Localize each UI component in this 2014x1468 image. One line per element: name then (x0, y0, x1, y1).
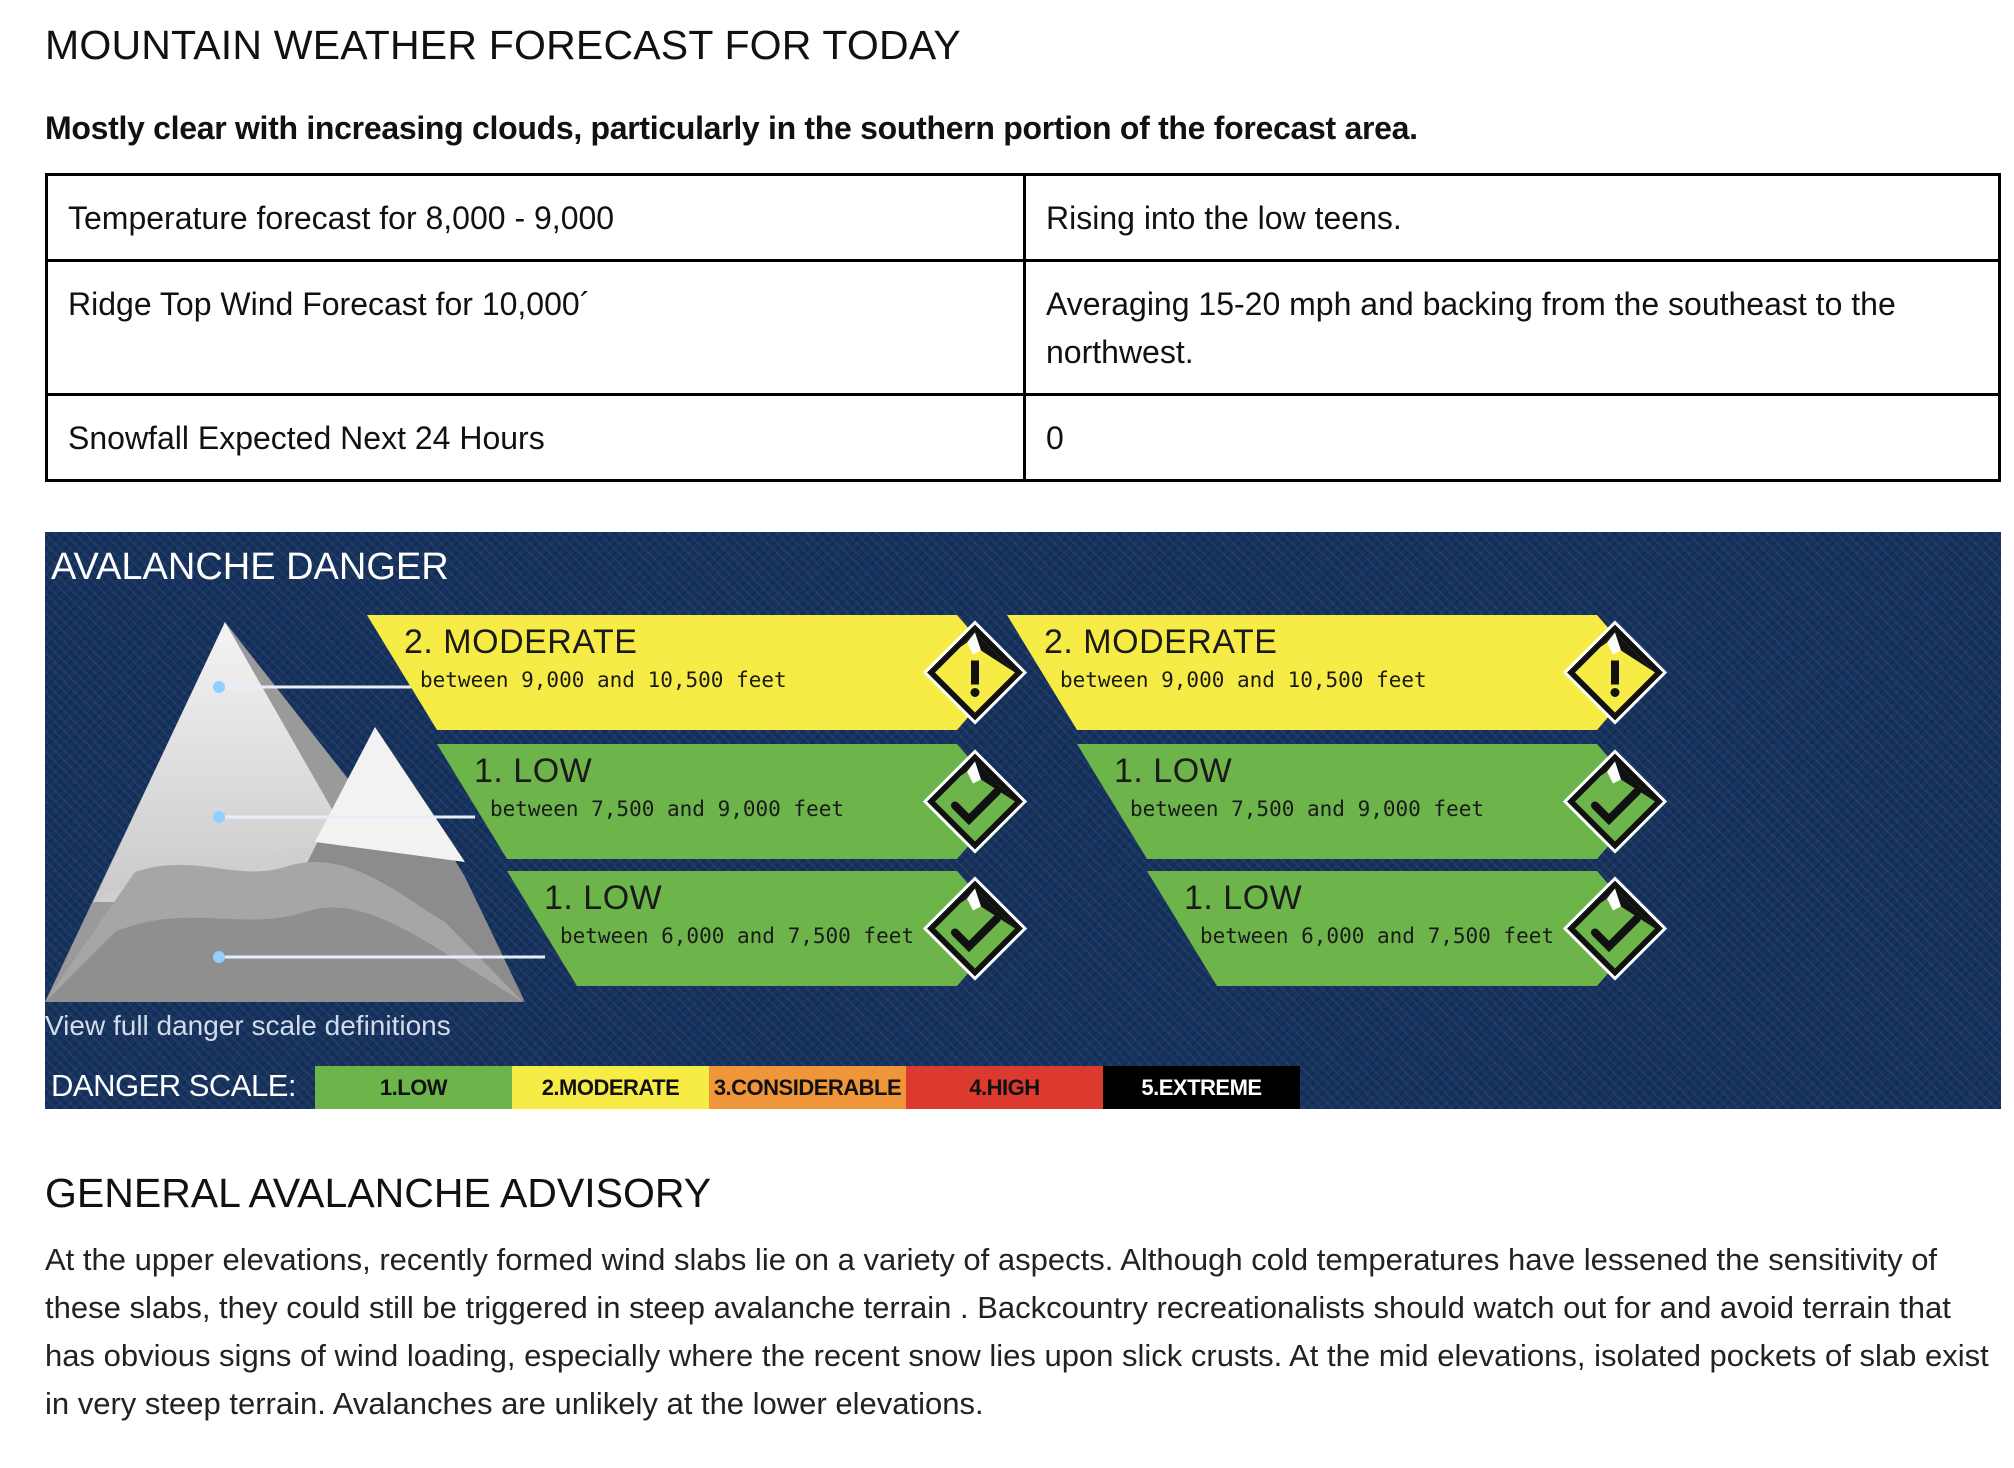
weather-table (45, 173, 2001, 482)
band-range: between 6,000 and 7,500 feet (1200, 924, 1555, 948)
table-row (47, 261, 2000, 395)
band-level: 2. MODERATE (1044, 623, 1278, 661)
scale-level-low: 1.LOW (315, 1066, 512, 1109)
row-value: Averaging 15-20 mph and backing from the southeast to the northwest. (1025, 261, 2000, 395)
band-range: between 7,500 and 9,000 feet (1130, 797, 1485, 821)
advisory-heading: GENERAL AVALANCHE ADVISORY (45, 1170, 712, 1216)
band-range: between 7,500 and 9,000 feet (490, 797, 845, 821)
row-label: Ridge Top Wind Forecast for 10,000´ (47, 261, 1025, 395)
danger-scale-link[interactable]: View full danger scale definitions (45, 1010, 451, 1041)
table-row (47, 175, 2000, 261)
avalanche-title: AVALANCHE DANGER (51, 546, 449, 588)
band-label (474, 752, 844, 821)
band-range: between 9,000 and 10,500 feet (420, 668, 787, 692)
weather-summary: Mostly clear with increasing clouds, particularly in the southern portion of the forecast area. (45, 110, 1418, 146)
avalanche-danger-panel (45, 532, 2001, 1109)
band-label (1114, 752, 1484, 821)
advisory-text: At the upper elevations, recently formed wind slabs lie on a variety of aspects. Although cold temperatures have lessened the sensitivity of these slabs, they could still be triggered in steep avalanche terrain . Backcountry recreationalists should watch out for and avoid terrain that has obvious signs of wind loading, especially where the recent snow lies upon slick crusts. At the mid elevations, isolated pockets of slab exist in very steep terrain. Avalanches are unlikely at the lower elevations. (45, 1242, 1989, 1421)
danger-scale-bar (315, 1066, 1300, 1109)
band-label (1044, 623, 1427, 692)
band-range: between 6,000 and 7,500 feet (560, 924, 915, 948)
scale-level-extreme: 5.EXTREME (1103, 1066, 1300, 1109)
row-label: Temperature forecast for 8,000 - 9,000 (47, 175, 1025, 261)
band-level: 1. LOW (474, 752, 593, 790)
row-value: 0 (1025, 395, 2000, 481)
scale-level-moderate: 2.MODERATE (512, 1066, 709, 1109)
band-level: 1. LOW (1184, 879, 1303, 917)
band-label (1184, 879, 1554, 948)
band-level: 2. MODERATE (404, 623, 638, 661)
band-range: between 9,000 and 10,500 feet (1060, 668, 1427, 692)
row-value: Rising into the low teens. (1025, 175, 2000, 261)
band-level: 1. LOW (544, 879, 663, 917)
scale-level-considerable: 3.CONSIDERABLE (709, 1066, 906, 1109)
band-label (404, 623, 787, 692)
band-level: 1. LOW (1114, 752, 1233, 790)
danger-scale-label: DANGER SCALE: (51, 1068, 297, 1103)
band-label (544, 879, 914, 948)
row-label: Snowfall Expected Next 24 Hours (47, 395, 1025, 481)
weather-heading: MOUNTAIN WEATHER FORECAST FOR TODAY (45, 22, 961, 68)
scale-level-high: 4.HIGH (906, 1066, 1103, 1109)
table-row (47, 395, 2000, 481)
